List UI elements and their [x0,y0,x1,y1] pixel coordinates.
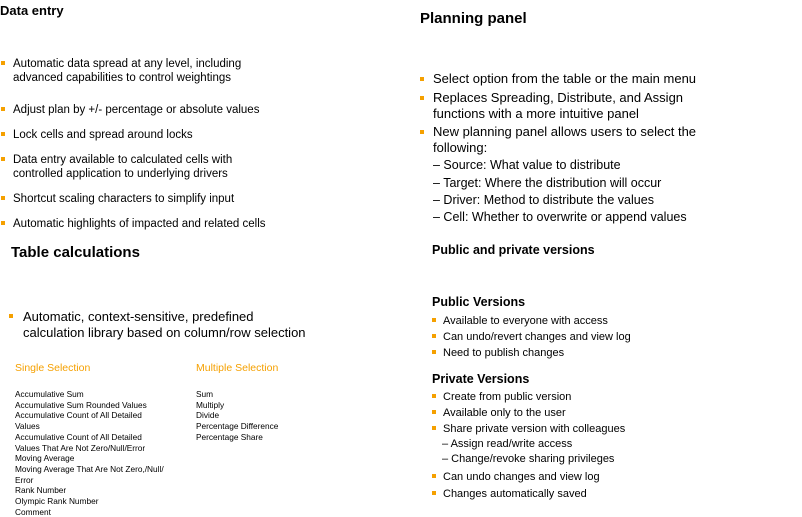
public-bullet-1: Available to everyone with access [432,314,608,328]
bullet-icon [432,318,436,322]
list-item: Accumulative Count of All Detailed [15,431,142,442]
bullet-icon [432,426,436,430]
private-bullet-2: Available only to the user [432,406,566,420]
bullet-icon [1,107,5,111]
planning-panel-bullet-1: Select option from the table or the main menu [420,71,696,87]
single-selection-list [15,389,164,517]
private-bullet-1: Create from public version [432,390,571,404]
table-calculations-bullet: Automatic, context-sensitive, predefined calculation library based on column/row selection [9,309,306,340]
public-versions-title: Public Versions [432,295,526,309]
list-item: Moving Average [15,453,75,464]
list-item: Olympic Rank Number [15,496,99,507]
bullet-icon [1,132,5,136]
planning-panel-option-driver: – Driver: Method to distribute the values [433,193,654,207]
planning-panel-bullet-2: Replaces Spreading, Distribute, and Assign functions with a more intuitive panel [420,90,683,122]
list-item: Moving Average That Are Not Zero,/Null/ [15,463,164,474]
private-sub-2: – Change/revoke sharing privileges [442,453,615,465]
data-entry-bullet-5: Shortcut scaling characters to simplify input [1,192,234,206]
bullet-icon [432,350,436,354]
data-entry-bullet-2: Adjust plan by +/- percentage or absolute values [1,103,259,117]
list-item: Multiply [196,399,225,410]
multiple-selection-title: Multiple Selection [196,362,279,374]
bullet-icon [1,157,5,161]
list-item: Rank Number [15,485,67,496]
list-item: Divide [196,410,220,421]
list-item: Error [15,474,34,485]
list-item: Values [15,421,40,432]
list-item: Comment [15,506,51,517]
bullet-icon [420,130,424,134]
versions-heading: Public and private versions [432,243,595,257]
list-item: Percentage Difference [196,421,279,432]
bullet-icon [432,474,436,478]
private-bullet-3: Share private version with colleagues [432,422,625,436]
bullet-icon [1,61,5,65]
data-entry-bullet-1: Automatic data spread at any level, including advanced capabilities to control weightings [1,57,241,85]
public-bullet-2: Can undo/revert changes and view log [432,330,631,344]
planning-panel-option-target: – Target: Where the distribution will occur [433,176,662,190]
bullet-icon [9,314,13,318]
list-item: Accumulative Count of All Detailed [15,410,142,421]
bullet-icon [432,334,436,338]
private-bullet-4: Can undo changes and view log [432,470,600,484]
data-entry-bullet-4: Data entry available to calculated cells with controlled application to underlying drivers [1,153,232,181]
bullet-icon [420,96,424,100]
list-item: Sum [196,389,214,399]
private-bullet-5: Changes automatically saved [432,487,587,501]
multiple-selection-list [196,389,278,443]
single-selection-title: Single Selection [15,362,91,374]
data-entry-bullet-3: Lock cells and spread around locks [1,128,193,142]
list-item: Accumulative Sum Rounded Values [15,399,147,410]
bullet-icon [432,394,436,398]
planning-panel-option-source: – Source: What value to distribute [433,158,621,172]
private-sub-1: – Assign read/write access [442,438,573,450]
bullet-icon [432,410,436,414]
planning-panel-option-cell: – Cell: Whether to overwrite or append values [433,210,687,224]
list-item: Values That Are Not Zero/Null/Error [15,442,146,453]
table-calculations-heading: Table calculations [11,244,140,261]
bullet-icon [432,491,436,495]
bullet-icon [1,221,5,225]
bullet-icon [420,77,424,81]
list-item: Percentage Share [196,431,263,442]
list-item: Accumulative Sum [15,389,84,399]
data-entry-heading: Data entry [0,3,64,18]
private-versions-title: Private Versions [432,372,530,386]
data-entry-bullet-6: Automatic highlights of impacted and related cells [1,217,266,231]
bullet-icon [1,196,5,200]
public-bullet-3: Need to publish changes [432,346,564,360]
planning-panel-heading: Planning panel [420,10,527,27]
planning-panel-bullet-3: New planning panel allows users to select the following: [420,124,696,156]
